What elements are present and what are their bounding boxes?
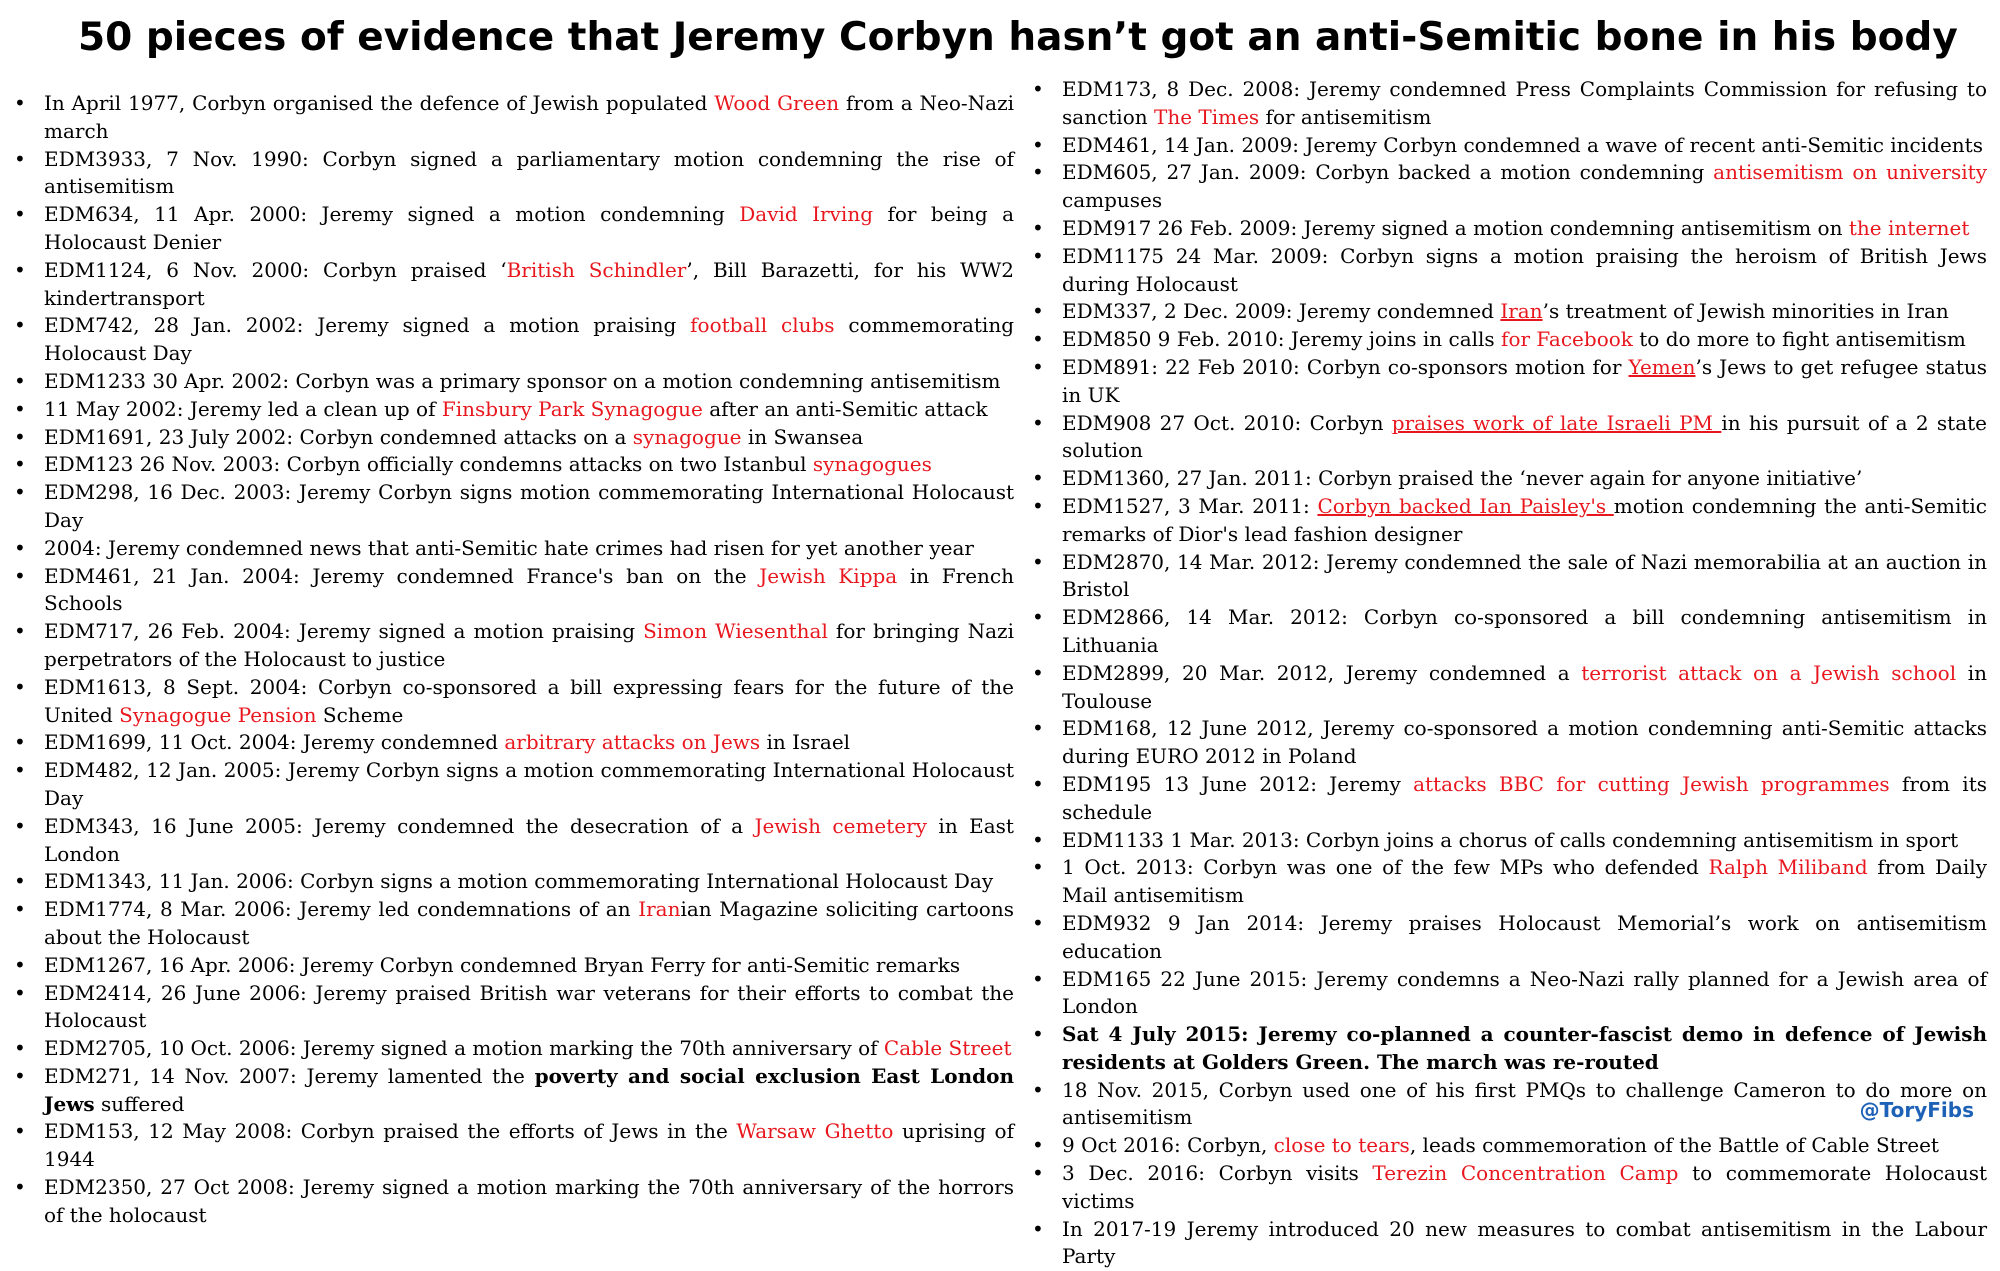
item-text: in Israel (760, 730, 851, 755)
item-text: EDM1774, 8 Mar. 2006: Jeremy led condemnations of an (44, 897, 639, 922)
list-item (1030, 771, 1987, 827)
list-item (1030, 410, 1987, 466)
item-text: EDM2705, 10 Oct. 2006: Jeremy signed a motion marking the 70th anniversary of (44, 1036, 884, 1061)
link-text[interactable]: British Schindler (506, 257, 687, 282)
link-text[interactable]: The Times (1153, 104, 1260, 129)
item-text: EDM850 9 Feb. 2010: Jeremy joins in calls (1062, 327, 1502, 352)
list-item (1030, 298, 1987, 326)
list-item (1030, 1077, 1987, 1133)
item-text: uprising of 1944 (44, 1119, 1014, 1172)
list-item (1030, 1132, 1987, 1160)
list-item (12, 1035, 1014, 1063)
list-item (1030, 354, 1987, 410)
item-text: 11 May 2002: Jeremy led a clean up of (44, 396, 442, 421)
item-text: for being a Holocaust Denier (44, 202, 1015, 254)
item-text: for antisemitism (1259, 104, 1432, 129)
item-text: after an anti-Semitic attack (702, 396, 988, 421)
list-item (1030, 243, 1987, 299)
item-text: Sat 4 July 2015: Jeremy co-planned a counter-fascist demo in defence of Jewish residents at Golders Green. The march was re-routed (1062, 1022, 1987, 1074)
list-item (12, 1174, 1014, 1230)
item-text: to do more to fight antisemitism (1632, 327, 1966, 352)
list-item (12, 396, 1014, 424)
link-text[interactable]: Terezin Concentration Camp (1372, 1161, 1679, 1186)
item-text: EDM2414, 26 June 2006: Jeremy praised British war veterans for their efforts to combat the Holocaust (44, 980, 1014, 1033)
list-item (12, 1063, 1014, 1119)
link-text[interactable]: Corbyn backed Ian Paisley's (1317, 493, 1614, 518)
link-text[interactable]: synagogue (632, 424, 742, 449)
item-text: 9 Oct 2016: Corbyn, (1062, 1133, 1274, 1158)
item-text: EDM343, 16 June 2005: Jeremy condemned the desecration of a (44, 813, 755, 838)
list-item (12, 312, 1014, 368)
list-item (1030, 215, 1987, 243)
link-text[interactable]: praises work of late Israeli PM (1391, 410, 1722, 435)
list-item (1030, 326, 1987, 354)
item-text: EDM717, 26 Feb. 2004: Jeremy signed a motion praising (44, 619, 644, 644)
link-text[interactable]: Jewish cemetery (754, 813, 927, 838)
link-text[interactable]: Cable Street (883, 1036, 1012, 1061)
item-text: EDM153, 12 May 2008: Corbyn praised the efforts of Jews in the (44, 1119, 737, 1144)
item-text: EDM461, 14 Jan. 2009: Jeremy Corbyn condemned a wave of recent anti-Semitic incidents (1062, 132, 1983, 157)
link-text[interactable]: Iran (1500, 299, 1543, 324)
item-text: in Swansea (741, 424, 864, 449)
item-text: EDM908 27 Oct. 2010: Corbyn (1062, 410, 1392, 435)
item-text: EDM1124, 6 Nov. 2000: Corbyn praised ‘ (44, 257, 507, 282)
list-item (12, 257, 1014, 313)
item-text: 2004: Jeremy condemned news that anti-Semitic hate crimes had risen for yet another year (44, 535, 974, 560)
item-text: ian Magazine soliciting cartoons about the Holocaust (44, 897, 1014, 949)
item-text: EDM2350, 27 Oct 2008: Jeremy signed a motion marking the 70th anniversary of the horrors of the holocaust (44, 1175, 1014, 1227)
item-text: , leads commemoration of the Battle of Cable Street (1409, 1133, 1939, 1158)
twitter-handle-credit: @ToryFibs (1859, 1098, 1974, 1122)
list-item (1030, 715, 1987, 771)
list-item (1030, 1216, 1987, 1271)
item-text: motion condemning the anti-Semitic remarks of Dior's lead fashion designer (1062, 493, 1987, 546)
item-text: EDM195 13 June 2012: Jeremy (1062, 771, 1414, 796)
list-item (12, 535, 1014, 563)
list-item (1030, 76, 1987, 132)
item-text: for bringing Nazi perpetrators of the Holocaust to justice (44, 619, 1014, 671)
list-item (1030, 549, 1987, 605)
item-text: from a Neo-Nazi march (44, 91, 1015, 143)
item-text: EDM1613, 8 Sept. 2004: Corbyn co-sponsored a bill expressing fears for the future of the United (44, 674, 1014, 727)
link-text[interactable]: synagogues (812, 452, 932, 477)
list-item (12, 201, 1014, 257)
link-text[interactable]: Jewish Kippa (759, 563, 898, 588)
list-item (12, 424, 1014, 452)
link-text[interactable]: attacks BBC for cutting Jewish programmes (1413, 771, 1890, 796)
link-text[interactable]: the internet (1848, 215, 1970, 240)
list-item (12, 980, 1014, 1036)
item-text: ’s Jews to get refugee status in UK (1062, 354, 1987, 407)
item-text: EDM932 9 Jan 2014: Jeremy praises Holocaust Memorial’s work on antisemitism education (1062, 910, 1987, 963)
link-text[interactable]: Finsbury Park Synagogue (441, 396, 703, 421)
list-item (1030, 827, 1987, 855)
item-text: ’, Bill Barazetti, for his WW2 kindertransport (44, 257, 1015, 310)
link-text[interactable]: David Irving (739, 202, 873, 227)
item-text: ’s treatment of Jewish minorities in Iran (1542, 299, 1949, 324)
item-text: EDM482, 12 Jan. 2005: Jeremy Corbyn signs a motion commemorating International Holocaust Day (44, 758, 1014, 810)
item-text: EDM1699, 11 Oct. 2004: Jeremy condemned (44, 730, 505, 755)
item-text: EDM1527, 3 Mar. 2011: (1062, 493, 1318, 518)
item-text: in Toulouse (1062, 660, 1987, 713)
list-item (12, 896, 1014, 952)
item-text: 18 Nov. 2015, Corbyn used one of his first PMQs to challenge Cameron to do more on antisemitism (1062, 1077, 1987, 1130)
list-item (1030, 966, 1987, 1022)
item-text: in East London (44, 813, 1014, 866)
list-item (12, 1118, 1014, 1174)
link-text[interactable]: Ralph Miliband (1708, 855, 1868, 880)
page-title: 50 pieces of evidence that Jeremy Corbyn hasn’t got an anti-Semitic bone in his body (78, 15, 1958, 60)
item-text: EDM337, 2 Dec. 2009: Jeremy condemned (1062, 299, 1501, 324)
list-item (1030, 660, 1987, 716)
link-text[interactable]: Synagogue Pension (119, 702, 317, 727)
list-item (12, 368, 1014, 396)
list-item (1030, 604, 1987, 660)
item-text: poverty and social exclusion East London Jews (44, 1063, 1014, 1116)
item-text: Scheme (316, 702, 404, 727)
list-item (1030, 910, 1987, 966)
item-text: EDM634, 11 Apr. 2000: Jeremy signed a motion condemning (44, 202, 740, 227)
item-text: EDM271, 14 Nov. 2007: Jeremy lamented the (44, 1063, 535, 1088)
item-text: in his pursuit of a 2 state solution (1062, 410, 1987, 463)
item-text: EDM1133 1 Mar. 2013: Corbyn joins a chorus of calls condemning antisemitism in sport (1062, 827, 1959, 852)
item-text: EDM2870, 14 Mar. 2012: Jeremy condemned the sale of Nazi memorabilia at an auction in Bristol (1062, 549, 1987, 602)
list-item (12, 868, 1014, 896)
list-item (1030, 159, 1987, 215)
item-text: EDM605, 27 Jan. 2009: Corbyn backed a motion condemning (1062, 160, 1714, 185)
list-item (1030, 493, 1987, 549)
item-text: campuses (1062, 188, 1163, 213)
list-item (1030, 854, 1987, 910)
list-item (12, 146, 1014, 202)
link-text[interactable]: terrorist attack on a Jewish school (1581, 660, 1957, 685)
item-text: suffered (94, 1091, 185, 1116)
list-item (12, 563, 1014, 619)
item-text: EDM168, 12 June 2012, Jeremy co-sponsored a motion condemning anti-Semitic attacks during EURO 2012 in Poland (1062, 716, 1987, 769)
list-item (12, 618, 1014, 674)
item-text: EDM1175 24 Mar. 2009: Corbyn signs a motion praising the heroism of British Jews during Holocaust (1062, 243, 1987, 296)
link-text[interactable]: Warsaw Ghetto (736, 1119, 894, 1144)
item-text: In 2017-19 Jeremy introduced 20 new measures to combat antisemitism in the Labour Party (1062, 1216, 1987, 1269)
link-text[interactable]: football clubs (690, 313, 835, 338)
item-text: EDM298, 16 Dec. 2003: Jeremy Corbyn signs motion commemorating International Holocaust Day (44, 480, 1014, 532)
list-item (12, 674, 1014, 730)
item-text: EDM1360, 27 Jan. 2011: Corbyn praised the ‘never again for anyone initiative’ (1062, 466, 1863, 491)
list-item (1030, 465, 1987, 493)
evidence-list-right (1030, 76, 1987, 1271)
list-item (12, 952, 1014, 980)
link-text[interactable]: antisemitism on university (1713, 160, 1987, 185)
item-text: EDM1343, 11 Jan. 2006: Corbyn signs a motion commemorating International Holocaust Day (44, 869, 994, 894)
item-text: EDM165 22 June 2015: Jeremy condemns a Neo-Nazi rally planned for a Jewish area of London (1062, 966, 1987, 1019)
list-item (12, 813, 1014, 869)
item-text: commemorating Holocaust Day (44, 313, 1015, 366)
list-item (1030, 132, 1987, 160)
item-text: EDM461, 21 Jan. 2004: Jeremy condemned France's ban on the (44, 563, 760, 588)
link-text[interactable]: Simon Wiesenthal (643, 619, 828, 644)
item-text: in French Schools (44, 563, 1014, 616)
item-text: EDM3933, 7 Nov. 1990: Corbyn signed a parliamentary motion condemning the rise of antisemitism (44, 146, 1014, 199)
list-item (12, 729, 1014, 757)
list-item (1030, 1160, 1987, 1216)
item-text: 1 Oct. 2013: Corbyn was one of the few MPs who defended (1062, 855, 1709, 880)
item-text: EDM742, 28 Jan. 2002: Jeremy signed a motion praising (44, 313, 691, 338)
list-item (12, 451, 1014, 479)
item-text: EDM917 26 Feb. 2009: Jeremy signed a motion condemning antisemitism on (1062, 215, 1849, 240)
item-text: EDM173, 8 Dec. 2008: Jeremy condemned Press Complaints Commission for refusing to sanction (1062, 77, 1987, 129)
item-text: 3 Dec. 2016: Corbyn visits (1062, 1161, 1373, 1186)
item-text: EDM891: 22 Feb 2010: Corbyn co-sponsors motion for (1062, 354, 1629, 379)
item-text: from Daily Mail antisemitism (1062, 855, 1988, 908)
item-text: EDM2866, 14 Mar. 2012: Corbyn co-sponsored a bill condemning antisemitism in Lithuania (1062, 605, 1987, 657)
item-text: EDM1691, 23 July 2002: Corbyn condemned attacks on a (44, 424, 633, 449)
link-text[interactable]: for Facebook (1501, 327, 1633, 352)
link-text[interactable]: Iran (638, 897, 681, 922)
link-text[interactable]: Yemen (1628, 354, 1696, 379)
item-text: In April 1977, Corbyn organised the defence of Jewish populated (44, 91, 715, 115)
list-item (1030, 1021, 1987, 1077)
item-text: from its schedule (1062, 771, 1987, 824)
link-text[interactable]: arbitrary attacks on Jews (504, 730, 761, 755)
item-text: EDM123 26 Nov. 2003: Corbyn officially condemns attacks on two Istanbul (44, 452, 813, 477)
item-text: to commemorate Holocaust victims (1062, 1161, 1988, 1213)
link-text[interactable]: Wood Green (714, 91, 840, 115)
list-item (12, 479, 1014, 535)
list-item (12, 90, 1014, 146)
item-text: EDM2899, 20 Mar. 2012, Jeremy condemned a (1062, 660, 1582, 685)
item-text: EDM1267, 16 Apr. 2006: Jeremy Corbyn condemned Bryan Ferry for anti-Semitic remarks (44, 952, 961, 977)
list-item (12, 757, 1014, 813)
item-text: EDM1233 30 Apr. 2002: Corbyn was a primary sponsor on a motion condemning antisemitism (44, 368, 1001, 393)
link-text[interactable]: close to tears (1273, 1133, 1410, 1158)
evidence-list-left (12, 90, 1014, 1230)
